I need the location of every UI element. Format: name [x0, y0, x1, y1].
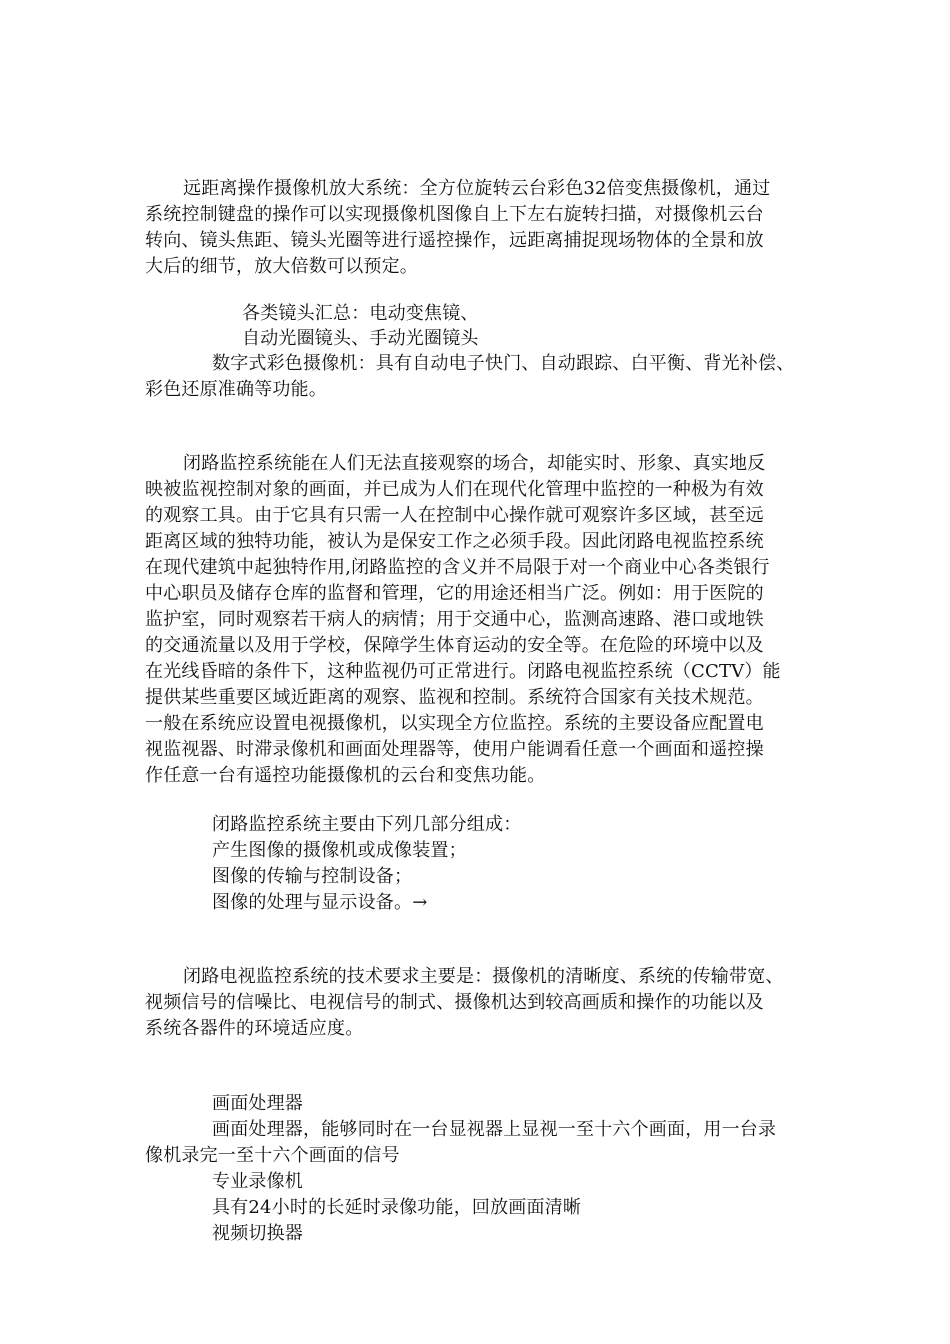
component-item-display: 图像的处理与显示设备。→ [212, 892, 428, 913]
cctv-intro-line-12: 视监视器、时滞录像机和画面处理器等，使用户能调看任意一个画面和遥控操 [145, 739, 764, 760]
cctv-intro-line-4: 距离区域的独特功能，被认为是保安工作之必须手段。因此闭路电视监控系统 [145, 531, 764, 552]
cctv-intro-line-11: 一般在系统应设置电视摄像机，以实现全方位监控。系统的主要设备应配置电 [145, 713, 764, 734]
cctv-intro-line-1: 闭路监控系统能在人们无法直接观察的场合，却能实时、形象、真实地反 [183, 453, 766, 474]
lens-summary-line-1: 各类镜头汇总：电动变焦镜、 [242, 303, 479, 324]
remote-camera-line-4: 大后的细节，放大倍数可以预定。 [145, 256, 418, 277]
component-item-camera: 产生图像的摄像机或成像装置； [212, 840, 467, 861]
component-item-transmission: 图像的传输与控制设备； [212, 866, 413, 887]
equipment-recorder-desc: 具有24小时的长延时录像功能，回放画面清晰 [212, 1197, 582, 1218]
equipment-processor-title: 画面处理器 [212, 1093, 303, 1114]
remote-camera-line-3: 转向、镜头焦距、镜头光圈等进行遥控操作，远距离捕捉现场物体的全景和放 [145, 230, 764, 251]
digital-camera-line-2: 彩色还原准确等功能。 [145, 379, 327, 400]
components-heading: 闭路监控系统主要由下列几部分组成： [212, 814, 522, 835]
cctv-intro-line-7: 监护室，同时观察若干病人的病情；用于交通中心，监测高速路、港口或地铁 [145, 609, 764, 630]
cctv-intro-line-9: 在光线昏暗的条件下，这种监视仍可正常进行。闭路电视监控系统（CCTV）能 [145, 661, 781, 682]
equipment-processor-desc-line-2: 像机录完一至十六个画面的信号 [145, 1145, 400, 1166]
remote-camera-line-1: 远距离操作摄像机放大系统：全方位旋转云台彩色32倍变焦摄像机，通过 [183, 178, 771, 199]
cctv-intro-line-2: 映被监视控制对象的画面，并已成为人们在现代化管理中监控的一种极为有效 [145, 479, 764, 500]
cctv-intro-line-5: 在现代建筑中起独特作用,闭路监控的含义并不局限于对一个商业中心各类银行 [145, 557, 770, 578]
cctv-intro-line-8: 的交通流量以及用于学校，保障学生体育运动的安全等。在危险的环境中以及 [145, 635, 764, 656]
tech-req-line-2: 视频信号的信噪比、电视信号的制式、摄像机达到较高画质和操作的功能以及 [145, 992, 764, 1013]
lens-summary-line-2: 自动光圈镜头、手动光圈镜头 [242, 328, 479, 349]
equipment-processor-desc-line-1: 画面处理器，能够同时在一台显视器上显视一至十六个画面，用一台录 [212, 1119, 777, 1140]
remote-camera-line-2: 系统控制键盘的操作可以实现摄像机图像自上下左右旋转扫描，对摄像机云台 [145, 204, 764, 225]
cctv-intro-line-3: 的观察工具。由于它具有只需一人在控制中心操作就可观察许多区域，甚至远 [145, 505, 764, 526]
cctv-intro-line-6: 中心职员及储存仓库的监督和管理，它的用途还相当广泛。例如：用于医院的 [145, 583, 764, 604]
cctv-intro-line-13: 作任意一台有遥控功能摄像机的云台和变焦功能。 [145, 765, 546, 786]
equipment-recorder-title: 专业录像机 [212, 1171, 303, 1192]
equipment-switcher-title: 视频切换器 [212, 1223, 303, 1244]
digital-camera-line-1: 数字式彩色摄像机：具有自动电子快门、自动跟踪、白平衡、背光补偿、 [212, 353, 795, 374]
cctv-intro-line-10: 提供某些重要区域近距离的观察、监视和控制。系统符合国家有关技术规范。 [145, 687, 764, 708]
tech-req-line-3: 系统各器件的环境适应度。 [145, 1018, 364, 1039]
tech-req-line-1: 闭路电视监控系统的技术要求主要是：摄像机的清晰度、系统的传输带宽、 [183, 966, 784, 987]
